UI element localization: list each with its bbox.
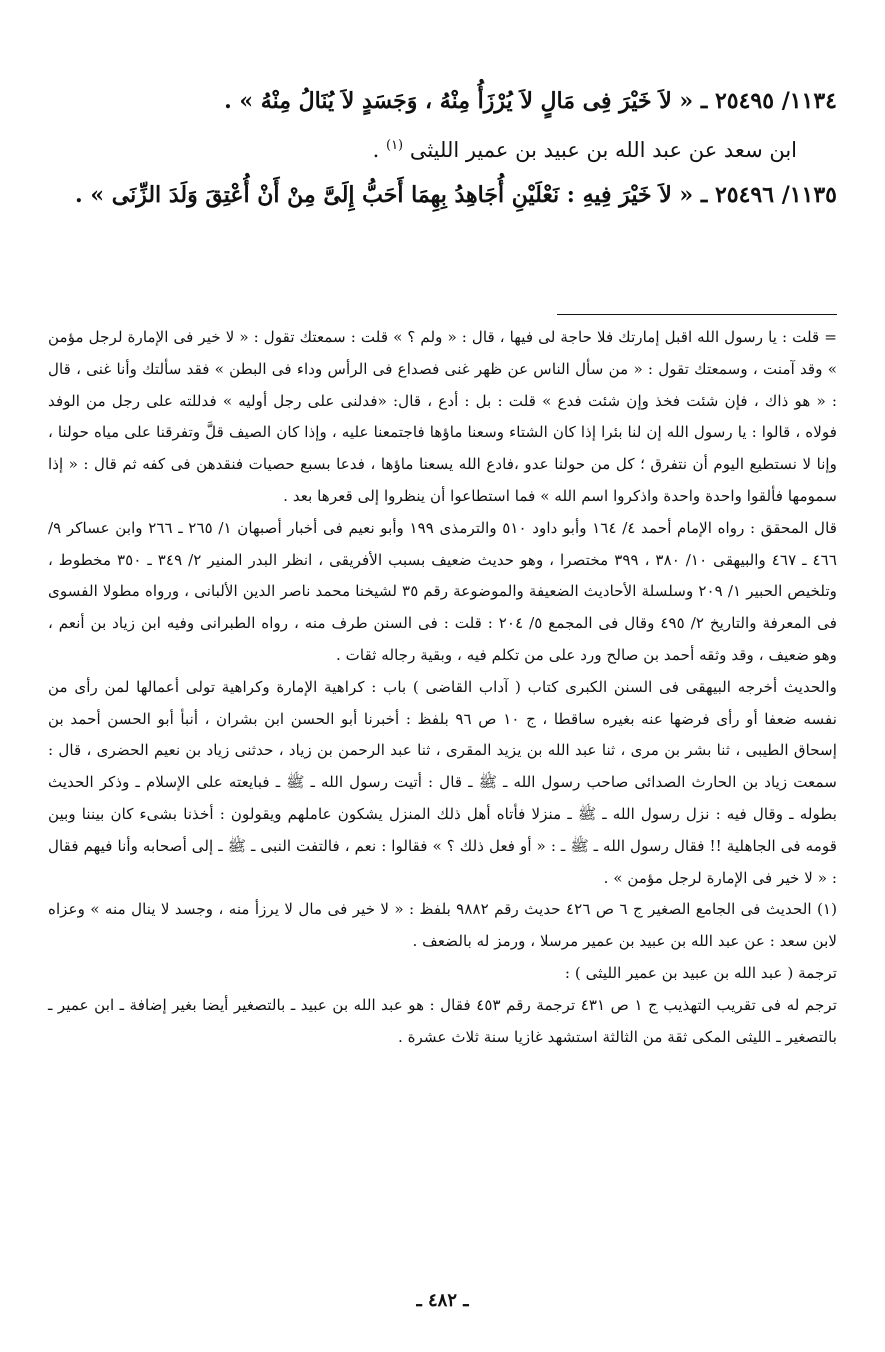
footnote-1: (١) الحديث فى الجامع الصغير ج ٦ ص ٤٢٦ حديث رقم ٩٨٨٢ بلفظ : « لا خير فى مال لا يرزأ منه ، وجسد لا ينال منه » وعزاه لابن سعد : عن عبد الله بن عبيد بن عمير مرسلا ، ورمز له بالضعف . xyxy=(48,900,838,951)
page-number: ـ ٤٨٢ ـ xyxy=(416,1290,469,1311)
footnote-bayhaqi: والحديث أخرجه البيهقى فى السنن الكبرى كتاب ( آداب القاضى ) باب : كراهية الإمارة وكراهية تولى أعمالها لمن رأى من نفسه ضعفا أو رأى فرضها عنه بغيره ساقطا ، ج ١٠ ص ٩٦ بلفظ : أخبرنا أبو الحسن ابن بشران ، أنبأ أبو الحسن أحمد بن إسحاق الطيبى ، ثنا بشر بن مرى ، ثنا عبد الله بن يزيد المقرى ، ثنا عبد الرحمن بن زياد ، حدثنى زياد بن نعيم الحضرى ، قال : سمعت زياد بن الحارث الصدائى صاحب رسول الله ـ ﷺ ـ قال : أتيت رسول الله ـ ﷺ ـ فبايعته على الإسلام ـ وذكر الحديث بطوله ـ وقال فيه : نزل رسول الله ـ ﷺ ـ منزلا فأتاه أهل ذلك المنزل يشكون عاملهم ويقولون : أخذنا بشىء كان بيننا وبين قومه فى الجاهلية !! فقال رسول الله ـ ﷺ ـ : « أو فعل ذلك ؟ » فقالوا : نعم ، فالتفت النبى ـ ﷺ ـ إلى أصحابه وأنا فيهم فقال : « لا خير فى الإمارة لرجل مؤمن » . xyxy=(48,677,837,887)
tarjama-heading: ترجمة ( عبد الله بن عبيد بن عمير الليثى ) : xyxy=(564,963,837,982)
source-text: ابن سعد عن عبد الله بن عبيد بن عمير الليثى xyxy=(409,138,797,162)
hadith-1135: ١١٣٥/ ٢٥٤٩٦ ـ « لاَ خَيْرَ فِيهِ : نَعْلَيْنِ أُجَاهِدُ بِهِمَا أَحَبُّ إِلَىَّ مِنْ أَنْ أُعْتِقَ وَلَدَ الزِّنَى » . xyxy=(75,182,837,208)
document-page xyxy=(48,78,837,1352)
footnote-marker: (١) xyxy=(385,138,404,153)
tarjama-text: ترجم له فى تقريب التهذيب ج ١ ص ٤٣١ ترجمة رقم ٤٥٣ فقال : هو عبد الله بن عبيد ـ بالتصغير أيضا بغير إضافة ـ ابن عمير ـ بالتصغير ـ الليثى المكى ثقة من الثالثة استشهد غازيا سنة ثلاث عشرة . xyxy=(48,995,837,1046)
hadith-1134-source xyxy=(48,124,837,172)
hadith-1134: ١١٣٤/ ٢٥٤٩٥ ـ « لاَ خَيْرَ فِى مَالٍ لاَ يُرْزَأُ مِنْهُ ، وَجَسَدٍ لاَ يُنَالُ مِنْهُ » . xyxy=(224,88,837,114)
footnote-continuation: = قلت : يا رسول الله اقبل إمارتك فلا حاجة لى فيها ، قال : « ولم ؟ » قلت : سمعتك تقول : « لا خير فى الإمارة لرجل مؤمن » وقد آمنت ، وسمعتك تقول : « من سأل الناس عن ظهر غنى فصداع فى الرأس وداء فى البطن » فقد سألتك وأنا غنى ، قال : « هو ذاك ، فإن شئت فخذ وإن شئت فدع » قلت : بل : أدع ، قال: «فدلنى على رجل أوليه » فدللته على رجل من الوفد فولاه ، قالوا : يا رسول الله إن لنا بئرا إذا كان الشتاء وسعنا ماؤها فاجتمعنا عليه ، وإذا كان الصيف قلَّ وتفرقنا على مياه حولنا ، وإنا لا نستطيع اليوم أن نتفرق ؛ كل من حولنا عدو ،فادع الله يسعنا ماؤها ، فدعا بسبع حصيات فنقدهن فى كفه ثم قال : « إذا سمومها فألقوا واحدة واحدة واذكروا اسم الله » فما استطاعوا أن ينظروا إلى قعرها بعد . xyxy=(48,328,837,505)
footnote-muhaqqiq: قال المحقق : رواه الإمام أحمد ٤/ ١٦٤ وأبو داود ٥١٠ والترمذى ١٩٩ وأبو نعيم فى أخبار أصبهان ١/ ٢٦٥ ـ ٢٦٦ وابن عساكر ٩/ ٤٦٦ ـ ٤٦٧ والبيهقى ١٠/ ٣٨٠ ، ٣٩٩ مختصرا ، وهو حديث ضعيف بسبب الأفريقى ، انظر البدر المنير ٢/ ٣٤٩ ـ ٣٥٠ مخطوط ، وتلخيص الحبير ١/ ٢٠٩ وسلسلة الأحاديث الضعيفة والموضوعة رقم ٣٥ لشيخنا محمد ناصر الدين الألبانى ، ورواه مطولا الفسوى فى المعرفة والتاريخ ٢/ ٤٩٥ وقال فى المجمع ٥/ ٢٠٤ : قلت : فى السنن طرف منه ، رواه الطبرانى وفيه ابن زياد بن أنعم ، وهو ضعيف ، وقد وثقه أحمد بن صالح ورد على من تكلم فيه ، وبقية رجاله ثقات . xyxy=(48,518,838,664)
footnotes xyxy=(48,322,837,1053)
source-end: . xyxy=(372,138,386,162)
footnote-divider xyxy=(557,314,837,315)
